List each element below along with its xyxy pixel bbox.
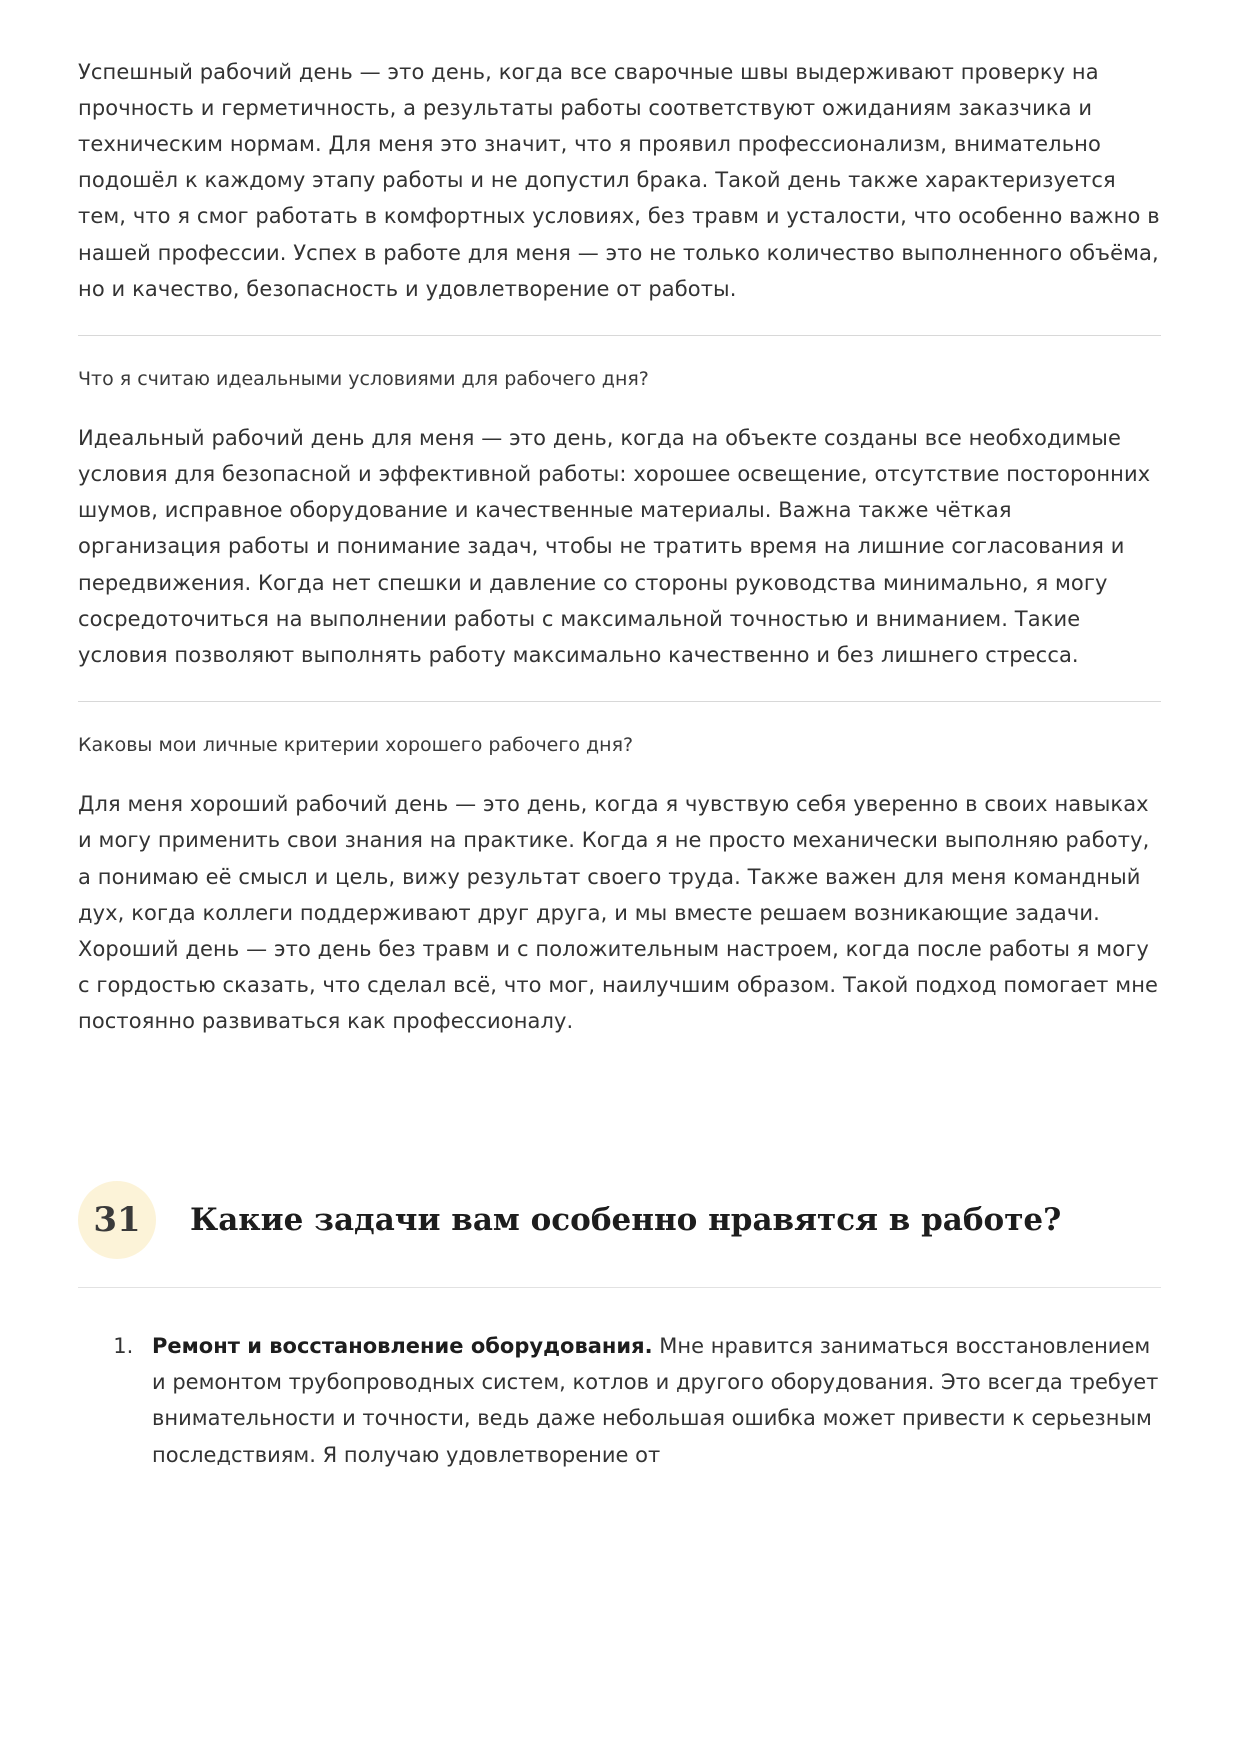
question-personal-criteria: Каковы мои личные критерии хорошего рабочего дня? <box>78 733 634 756</box>
list-item-text: Мне нравится заниматься восстановлением и ремонтом трубопроводных систем, котлов и другого оборудования. Это всегда требует внимательности и точности, ведь даже небольшая ошибка может привести к серьезным последствиям. Я получаю удовлетворение от <box>152 1334 1159 1467</box>
section-number-badge: 31 <box>78 1181 156 1259</box>
paragraph-ideal-conditions: Идеальный рабочий день для меня — это день, когда на объекте созданы все необходимые условия для безопасной и эффективной работы: хорошее освещение, отсутствие посторонних шумов, исправное оборудование и качественные материалы. Важна также чёткая организация работы и понимание задач, чтобы не тратить время на лишние согласования и передвижения. Когда нет спешки и давление со стороны руководства минимально, я могу сосредоточиться на выполнении работы с максимальной точностью и вниманием. Такие условия позволяют выполнять работу максимально качественно и без лишнего стресса. <box>78 426 1151 667</box>
paragraph-success-day: Успешный рабочий день — это день, когда все сварочные швы выдерживают проверку на прочность и герметичность, а результаты работы соответствуют ожиданиям заказчика и техническим нормам. Для меня это значит, что я проявил профессионализм, внимательно подошёл к каждому этапу работы и не допустил брака. Такой день также характеризуется тем, что я смог работать в комфортных условиях, без травм и усталости, что особенно важно в нашей профессии. Успех в работе для меня — это не только количество выполненного объёма, но и качество, безопасность и удовлетворение от работы. <box>78 60 1160 301</box>
paragraph-personal-criteria: Для меня хороший рабочий день — это день, когда я чувствую себя уверенно в своих навыках и могу применить свои знания на практике. Когда я не просто механически выполняю работу, а понимаю её смысл и цель, вижу результат своего труда. Также важен для меня командный дух, когда коллеги поддерживают друг друга, и мы вместе решаем возникающие задачи. Хороший день — это день без травм и с положительным настроем, когда после работы я могу с гордостью сказать, что сделал всё, что мог, наилучшим образом. Такой подход помогает мне постоянно развиваться как профессионалу. <box>78 792 1159 1033</box>
section-divider-1 <box>78 335 1161 336</box>
answer-list <box>78 1328 1161 1472</box>
question-ideal-conditions: Что я считаю идеальными условиями для рабочего дня? <box>78 367 649 390</box>
section-divider-2 <box>78 701 1161 702</box>
vertical-spacer <box>78 1045 1161 1165</box>
list-item-lead: Ремонт и восстановление оборудования. <box>152 1334 653 1359</box>
section-header <box>78 1175 1161 1288</box>
section-title: Какие задачи вам особенно нравятся в работе? <box>190 1201 1062 1238</box>
list-item <box>140 1328 1161 1472</box>
